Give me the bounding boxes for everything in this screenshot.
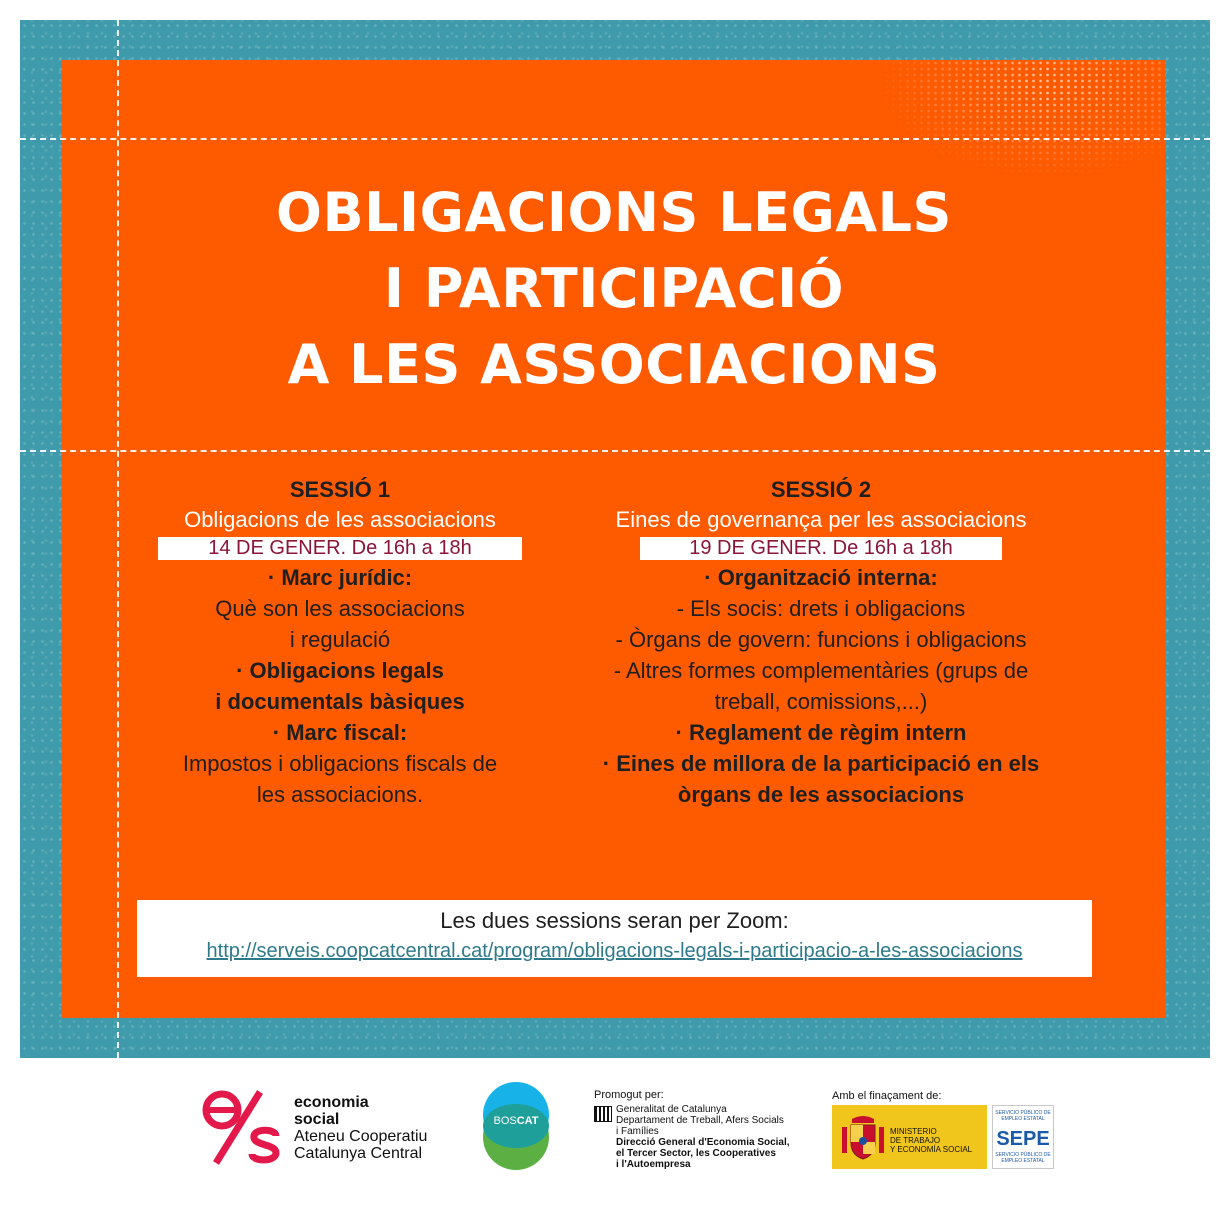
- generalitat-block: [594, 1104, 809, 1170]
- session-1-item: Què son les associacions: [215, 596, 465, 621]
- dashed-line-middle: [20, 450, 1210, 452]
- session-1-item: les associacions.: [256, 782, 424, 807]
- boscat-label: [483, 1115, 549, 1127]
- session-1-item: Impostos i obligacions fiscals de: [182, 751, 498, 776]
- session-2-item: · Organització interna:: [704, 565, 938, 590]
- spray-texture: [876, 60, 1166, 180]
- funding-block: [832, 1090, 1062, 1164]
- session-1-item: i regulació: [289, 627, 391, 652]
- ministry-logo: [832, 1105, 987, 1169]
- es-logo-text: [294, 1094, 427, 1162]
- session-2-date: 19 DE GENER. De 16h a 18h: [640, 537, 1002, 560]
- session-1-title: SESSIÓ 1: [289, 477, 391, 502]
- dashed-line-top: [20, 138, 1210, 140]
- promo-heading: Promogut per:: [594, 1089, 664, 1101]
- session-2-item: - Altres formes complementàries (grups de: [613, 658, 1029, 683]
- es-logo-icon: [202, 1090, 282, 1165]
- session-1-subtitle: Obligacions de les associacions: [184, 507, 496, 532]
- ministry-line: Y ECONOMÍA SOCIAL: [890, 1145, 973, 1154]
- ministry-line: DE TRABAJO: [890, 1136, 941, 1145]
- promo-line: Departament de Treball, Afers Socials: [616, 1115, 784, 1126]
- session-1-item: · Marc fiscal:: [272, 720, 408, 745]
- sepe-top-text: SERVICIO PÚBLICO DE EMPLEO ESTATAL: [995, 1110, 1051, 1122]
- es-line-1: economia: [294, 1094, 369, 1111]
- generalitat-icon: [594, 1106, 612, 1122]
- session-2-column: [566, 475, 1076, 810]
- promo-bold-line: i l'Autoempresa: [616, 1159, 691, 1170]
- zoom-label: Les dues sessions seran per Zoom:: [440, 908, 789, 933]
- session-1-item: · Marc jurídic:: [267, 565, 413, 590]
- sepe-wordmark: SEPE: [996, 1128, 1050, 1150]
- funding-heading: Amb el finaçament de:: [832, 1090, 942, 1102]
- spain-coat-of-arms-icon: [840, 1113, 886, 1161]
- es-line-4: Catalunya Central: [294, 1145, 423, 1162]
- session-2-item: · Eines de millora de la participació en els: [602, 751, 1040, 776]
- session-2-item: · Reglament de règim intern: [675, 720, 967, 745]
- boscat-label-b: CAT: [516, 1115, 539, 1127]
- zoom-url-link[interactable]: http://serveis.coopcatcentral.cat/program/obligacions-legals-i-participacio-a-les-associacions: [206, 940, 1023, 962]
- session-2-item: treball, comissions,...): [714, 689, 928, 714]
- promo-line: Generalitat de Catalunya: [616, 1104, 727, 1115]
- title-line-1: OBLIGACIONS LEGALS: [276, 181, 952, 244]
- boscat-logo: [483, 1082, 549, 1170]
- zoom-info-box: [137, 900, 1092, 977]
- session-1-item: i documentals bàsiques: [215, 689, 465, 714]
- session-1-date: 14 DE GENER. De 16h a 18h: [158, 537, 522, 560]
- title-line-3: A LES ASSOCIACIONS: [287, 333, 941, 396]
- session-2-item: - Òrgans de govern: funcions i obligacions: [615, 627, 1027, 652]
- title-line-2: I PARTICIPACIÓ: [383, 257, 845, 320]
- session-2-item: - Els socis: drets i obligacions: [676, 596, 966, 621]
- session-1-column: [142, 475, 538, 810]
- poster-title: [62, 175, 1166, 403]
- economia-social-logo: [202, 1090, 442, 1170]
- sepe-bottom-text: SERVICIO PÚBLICO DE EMPLEO ESTATAL: [995, 1152, 1051, 1164]
- es-line-2: social: [294, 1111, 340, 1128]
- ministry-line: MINISTERIO: [890, 1127, 937, 1136]
- es-line-3: Ateneu Cooperatiu: [294, 1128, 428, 1145]
- session-2-title: SESSIÓ 2: [770, 477, 872, 502]
- promo-bold-line: Direcció General d'Economia Social,: [616, 1137, 790, 1148]
- promo-bold-line: el Tercer Sector, les Cooperatives: [616, 1148, 776, 1159]
- session-2-subtitle: Eines de governança per les associacions: [615, 507, 1027, 532]
- sepe-logo: [992, 1105, 1054, 1169]
- session-1-item: · Obligacions legals: [236, 658, 444, 683]
- boscat-label-a: BOS: [493, 1115, 517, 1127]
- promo-line: i Famílies: [616, 1126, 659, 1137]
- ministry-text: [890, 1127, 972, 1154]
- session-2-item: òrgans de les associacions: [677, 782, 965, 807]
- promoted-by: [594, 1090, 809, 1170]
